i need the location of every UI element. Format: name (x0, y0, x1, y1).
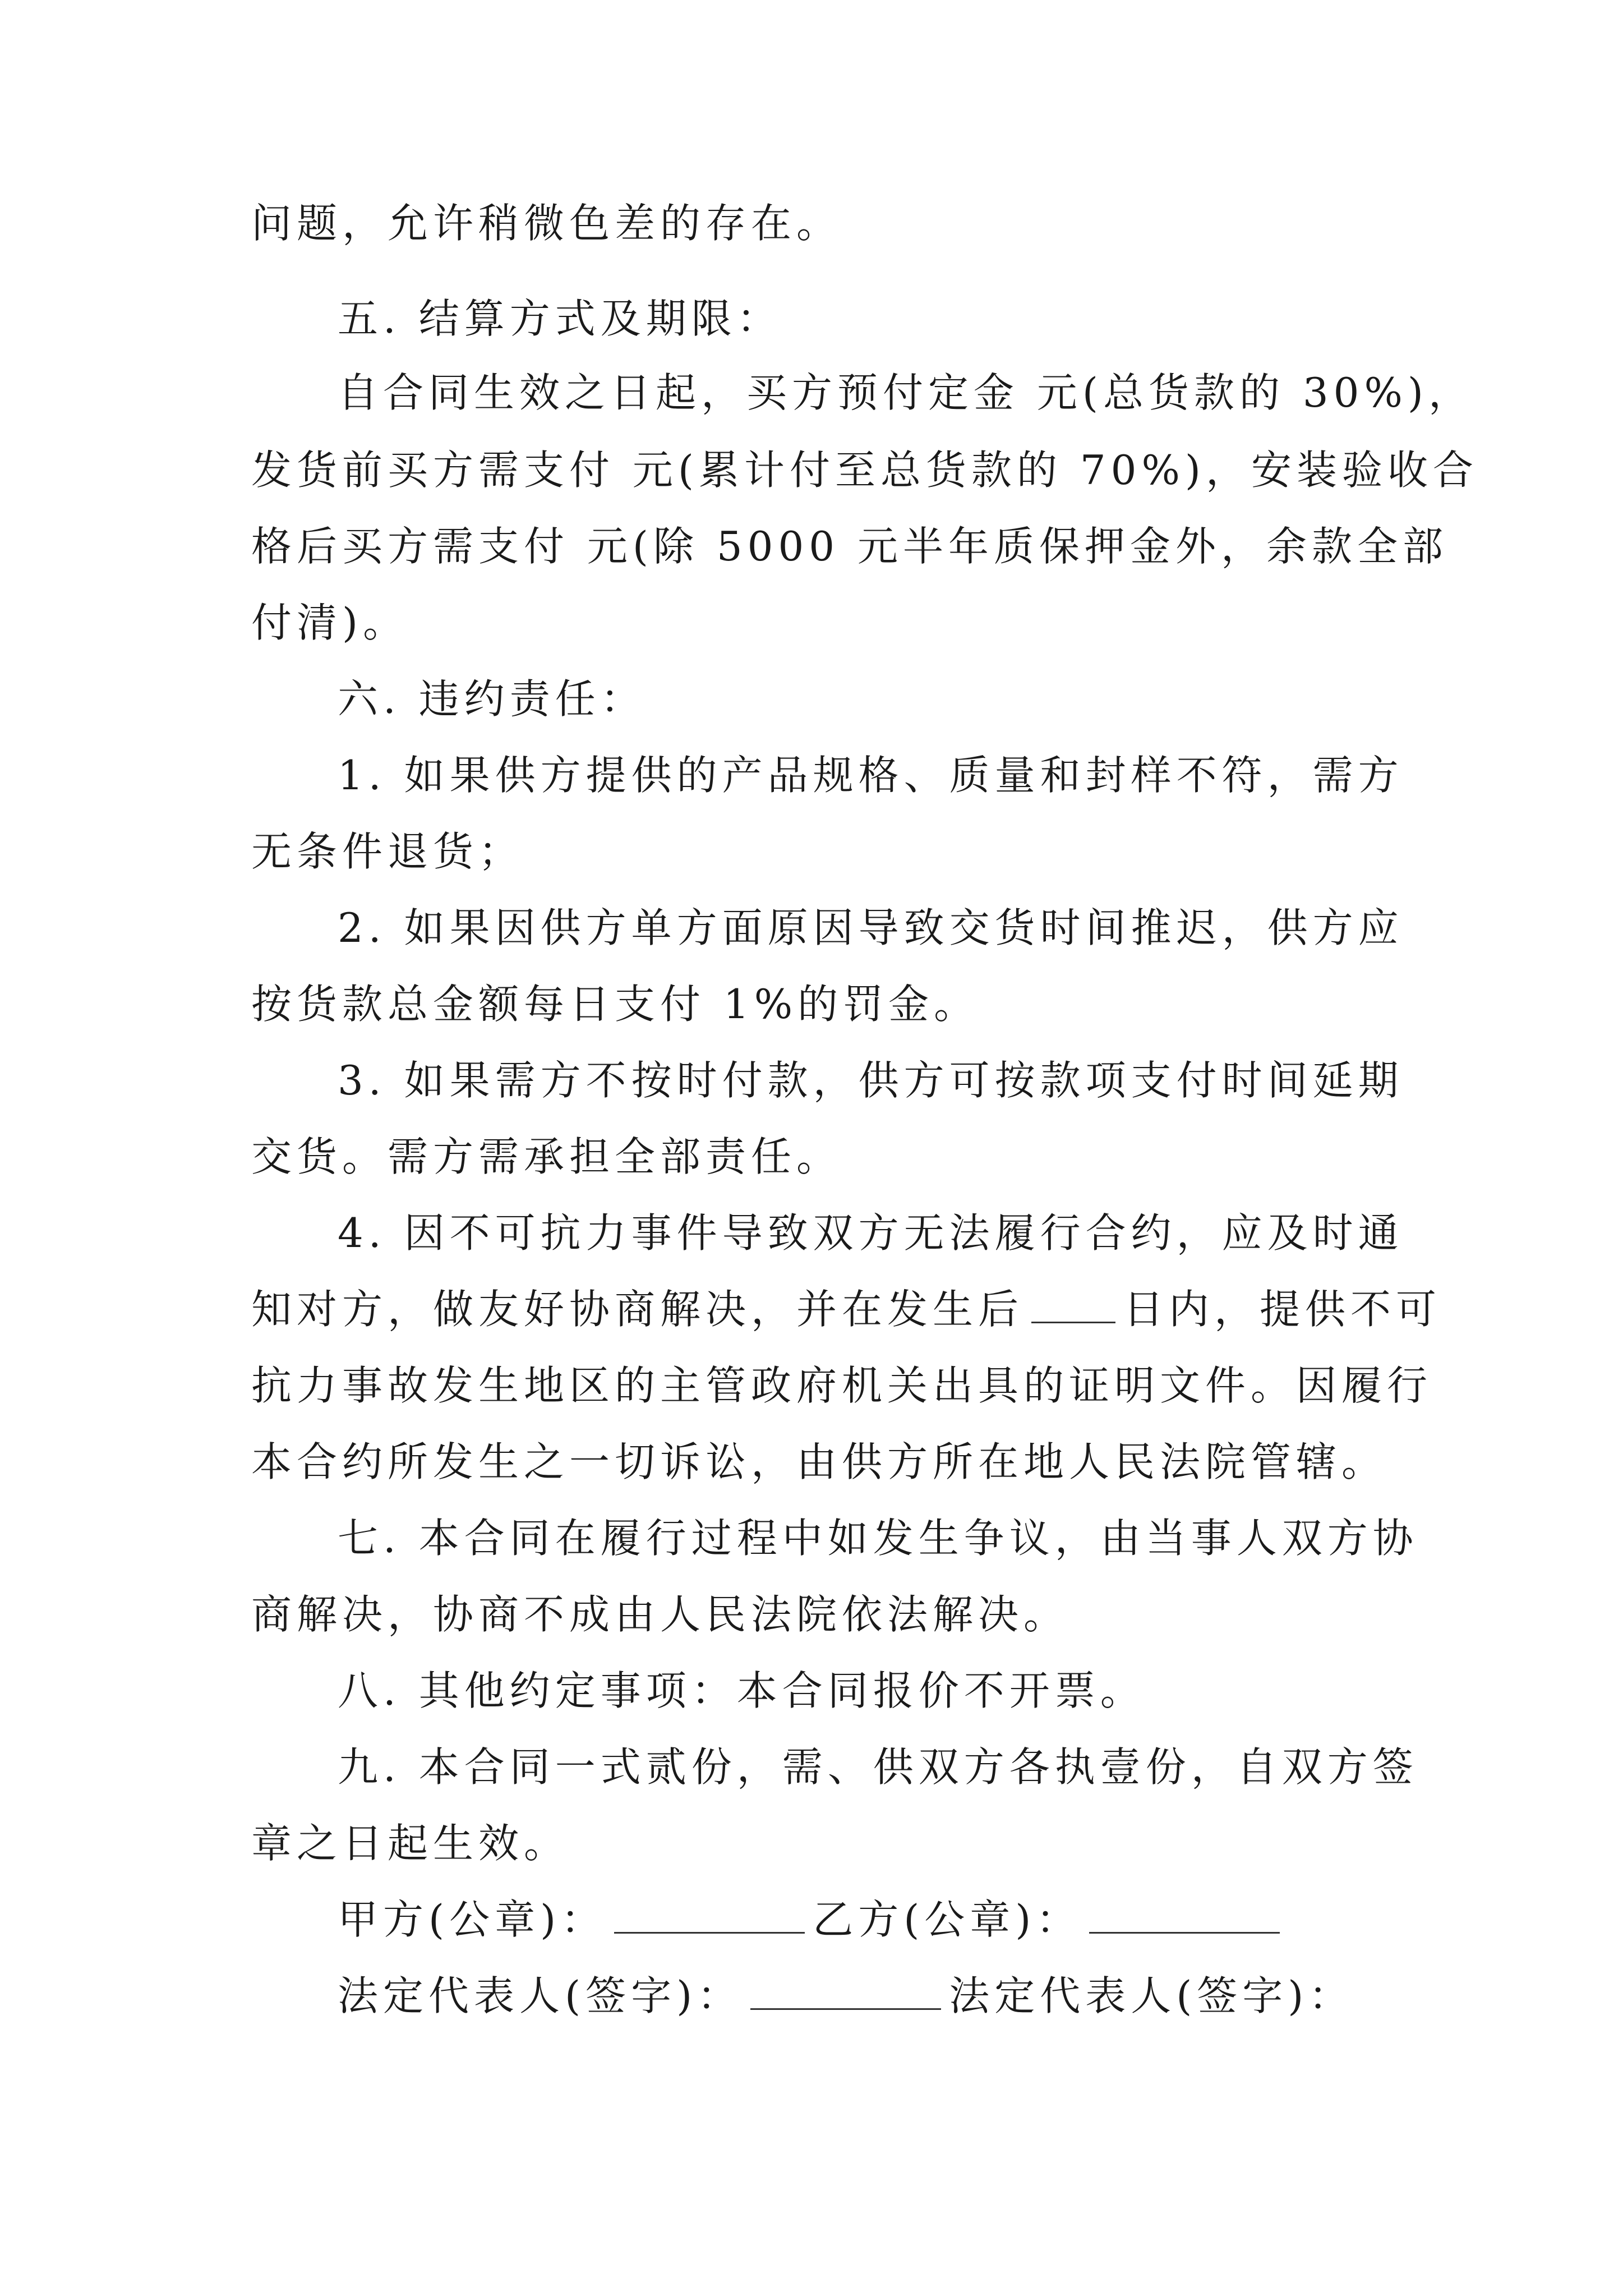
signature-seal-row (338, 1892, 1288, 1948)
text-line: 交货。需方需承担全部责任。 (251, 1133, 842, 1180)
text-line: 问题，允许稍微色差的存在。 (251, 200, 842, 247)
text-line: 发货前买方需支付 元(累计付至总货款的 70%)，安装验收合 (251, 447, 1478, 494)
party-a-seal-blank (614, 1897, 805, 1934)
text-line: 本合约所发生之一切诉讼，由供方所在地人民法院管辖。 (251, 1438, 1387, 1485)
fill-in-blank (1031, 1287, 1115, 1323)
text-line: 格后买方需支付 元(除 5000 元半年质保押金外，余款全部 (251, 523, 1448, 570)
text-segment: 知对方，做友好协商解决，并在发生后 (251, 1286, 1024, 1333)
text-line-with-blank (251, 1281, 1441, 1337)
party-a-seal-label: 甲方(公章)： (338, 1896, 607, 1943)
section-heading-7: 七. 本合同在履行过程中如发生争议，由当事人双方协 (338, 1515, 1418, 1562)
text-line: 无条件退货； (251, 828, 524, 875)
rep-b-label: 法定代表人(签字)： (949, 1972, 1354, 2019)
rep-a-blank (750, 1973, 941, 2010)
text-line: 1. 如果供方提供的产品规格、质量和封样不符，需方 (338, 752, 1404, 799)
text-line: 自合同生效之日起，买方预付定金 元(总货款的 30%)， (338, 369, 1474, 416)
signature-rep-row (338, 1968, 1354, 2024)
section-heading-5: 五. 结算方式及期限： (338, 295, 782, 342)
text-line: 章之日起生效。 (251, 1820, 570, 1867)
text-line: 抗力事故发生地区的主管政府机关出具的证明文件。因履行 (251, 1362, 1433, 1409)
rep-a-label: 法定代表人(签字)： (338, 1972, 743, 2019)
text-line: 付清)。 (251, 599, 409, 646)
party-b-seal-blank (1089, 1897, 1280, 1934)
text-line: 4. 因不可抗力事件导致双方无法履行合约，应及时通 (338, 1209, 1404, 1257)
party-b-seal-label: 乙方(公章)： (813, 1896, 1082, 1943)
section-heading-9: 九. 本合同一式贰份，需、供双方各执壹份，自双方签 (338, 1743, 1418, 1791)
section-heading-8: 八. 其他约定事项：本合同报价不开票。 (338, 1667, 1146, 1714)
text-segment: 日内，提供不可 (1123, 1286, 1442, 1333)
text-line: 按货款总金额每日支付 1%的罚金。 (251, 981, 980, 1028)
section-heading-6: 六. 违约责任： (338, 675, 646, 723)
text-line: 商解决，协商不成由人民法院依法解决。 (251, 1591, 1069, 1638)
text-line: 2. 如果因供方单方面原因导致交货时间推迟，供方应 (338, 904, 1404, 951)
text-line: 3. 如果需方不按时付款，供方可按款项支付时间延期 (338, 1057, 1404, 1104)
